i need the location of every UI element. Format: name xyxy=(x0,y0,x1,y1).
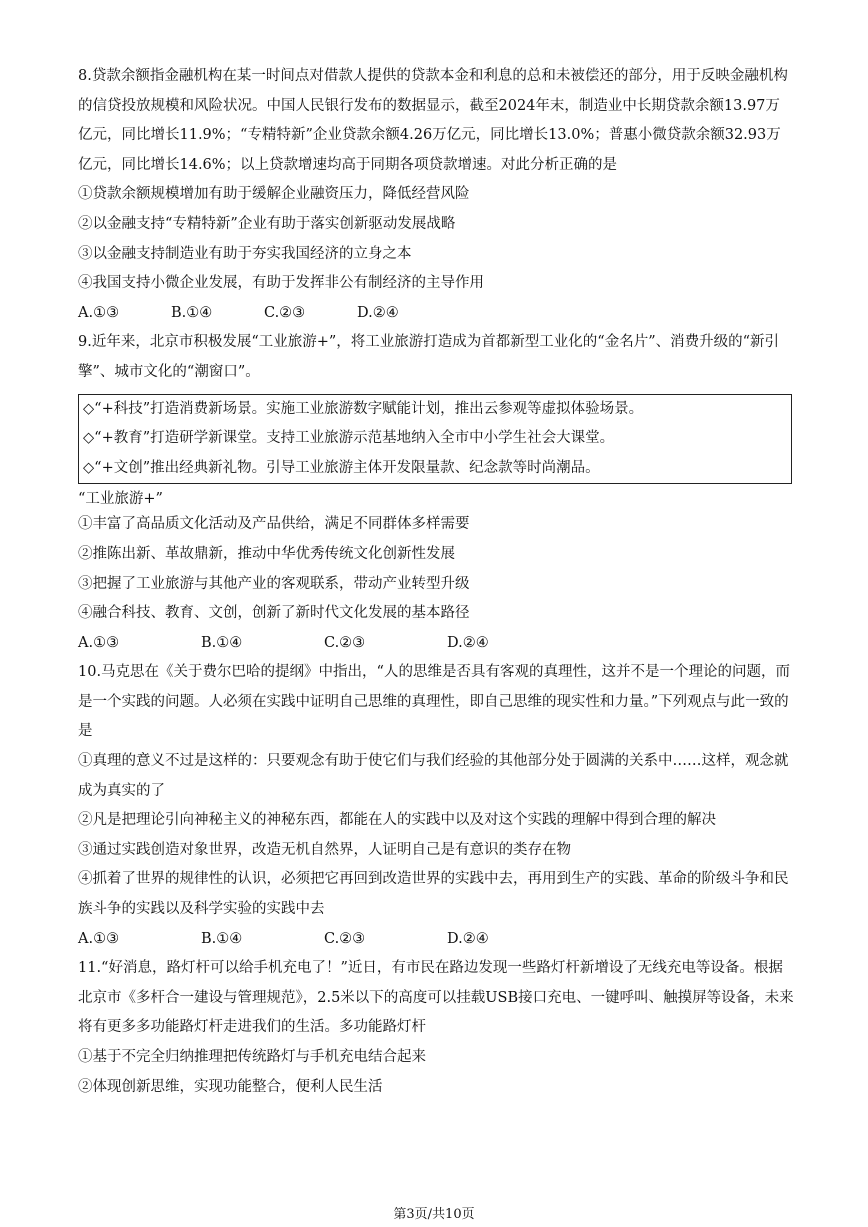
question-10-options xyxy=(78,925,794,955)
question-8-option-d: D.②④ xyxy=(357,304,399,321)
question-8-item-4: ④我国支持小微企业发展，有助于发挥非公有制经济的主导作用 xyxy=(78,275,484,292)
question-9-material-1: ◇“+科技”打造消费新场景。实施工业旅游数字赋能计划，推出云参观等虚拟体验场景。 xyxy=(83,400,644,417)
question-10-option-d: D.②④ xyxy=(447,930,489,947)
question-10-option-a: A.①③ xyxy=(78,930,120,947)
question-9-item-1: ①丰富了高品质文化活动及产品供给，满足不同群体多样需要 xyxy=(78,516,470,533)
question-9-lead: “工业旅游+” xyxy=(78,491,163,508)
question-9-item-2: ②推陈出新、革故鼎新，推动中华优秀传统文化创新性发展 xyxy=(78,545,455,562)
question-8-option-a: A.①③ xyxy=(78,304,120,321)
question-9-option-b: B.①④ xyxy=(201,634,243,651)
question-8-option-c: C.②③ xyxy=(264,304,306,321)
question-9-material-3: ◇“+文创”推出经典新礼物。引导工业旅游主体开发限量款、纪念款等时尚潮品。 xyxy=(83,459,600,476)
question-9-options xyxy=(78,629,794,659)
page-number-footer: 第3页/共10页 xyxy=(393,1207,475,1222)
question-8-options xyxy=(78,299,794,329)
page-content xyxy=(78,62,794,1102)
question-9-material-box xyxy=(78,394,792,485)
question-9-option-a: A.①③ xyxy=(78,634,120,651)
question-10-item-2: ②凡是把理论引向神秘主义的神秘东西，都能在人的实践中以及对这个实践的理解中得到合理的解决 xyxy=(78,812,716,829)
question-8 xyxy=(78,62,794,328)
question-9-option-d: D.②④ xyxy=(447,634,489,651)
question-10-stem: 10.马克思在《关于费尔巴哈的提纲》中指出，“人的思维是否具有客观的真理性，这并不是一个理论的问题，而是一个实践的问题。人必须在实践中证明自己思维的真理性，即自己思维的现实性和力量。”下列观点与此一致的是 xyxy=(78,664,790,740)
question-8-stem: 8.贷款余额指金融机构在某一时间点对借款人提供的贷款本金和利息的总和未被偿还的部分，用于反映金融机构的信贷投放规模和风险状况。中国人民银行发布的数据显示，截至2024年末，制造业中长期贷款余额13.97万亿元，同比增长11.9%；“专精特新”企业贷款余额4.26万亿元，同比增长13.0%；普惠小微贷款余额32.93万亿元，同比增长14.6%；以上贷款增速均高于同期各项贷款增速。对此分析正确的是 xyxy=(78,68,788,173)
question-11 xyxy=(78,954,794,1102)
question-11-item-1: ①基于不完全归纳推理把传统路灯与手机充电结合起来 xyxy=(78,1049,426,1065)
question-10-option-b: B.①④ xyxy=(201,930,243,947)
question-9-stem: 9.近年来，北京市积极发展“工业旅游+”，将工业旅游打造成为首都新型工业化的“金名片”、消费升级的“新引擎”、城市文化的“潮窗口”。 xyxy=(78,334,780,380)
question-9-material-2: ◇“+教育”打造研学新课堂。支持工业旅游示范基地纳入全市中小学生社会大课堂。 xyxy=(83,430,615,447)
question-9-item-4: ④融合科技、教育、文创，创新了新时代文化发展的基本路径 xyxy=(78,605,470,622)
question-9-option-c: C.②③ xyxy=(324,634,366,651)
question-10-item-4: ④抓着了世界的规律性的认识，必须把它再回到改造世界的实践中去，再用到生产的实践、革命的阶级斗争和民族斗争的实践以及科学实验的实践中去 xyxy=(78,871,789,918)
question-10-option-c: C.②③ xyxy=(324,930,366,947)
question-9 xyxy=(78,328,794,658)
question-11-item-2: ②体现创新思维，实现功能整合，便利人民生活 xyxy=(78,1078,383,1095)
question-8-item-1: ①贷款余额规模增加有助于缓解企业融资压力，降低经营风险 xyxy=(78,186,470,203)
question-9-item-3: ③把握了工业旅游与其他产业的客观联系，带动产业转型升级 xyxy=(78,575,470,592)
question-10 xyxy=(78,658,794,954)
question-8-option-b: B.①④ xyxy=(171,304,213,321)
question-10-item-3: ③通过实践创造对象世界，改造无机自然界，人证明自己是有意识的类存在物 xyxy=(78,841,571,858)
question-8-item-2: ②以金融支持“专精特新”企业有助于落实创新驱动发展战略 xyxy=(78,215,456,232)
question-8-item-3: ③以金融支持制造业有助于夯实我国经济的立身之本 xyxy=(78,245,412,262)
question-10-item-1: ①真理的意义不过是这样的：只要观念有助于使它们与我们经验的其他部分处于圆满的关系中……这样，观念就成为真实的了 xyxy=(78,753,789,799)
question-11-stem: 11.“好消息，路灯杆可以给手机充电了！”近日，有市民在路边发现一些路灯杆新增设了无线充电等设备。根据北京市《多杆合一建设与管理规范》，2.5米以下的高度可以挂载USB接口充电、一键呼叫、触摸屏等设备，未来将有更多多功能路灯杆走进我们的生活。多功能路灯杆 xyxy=(78,960,794,1036)
